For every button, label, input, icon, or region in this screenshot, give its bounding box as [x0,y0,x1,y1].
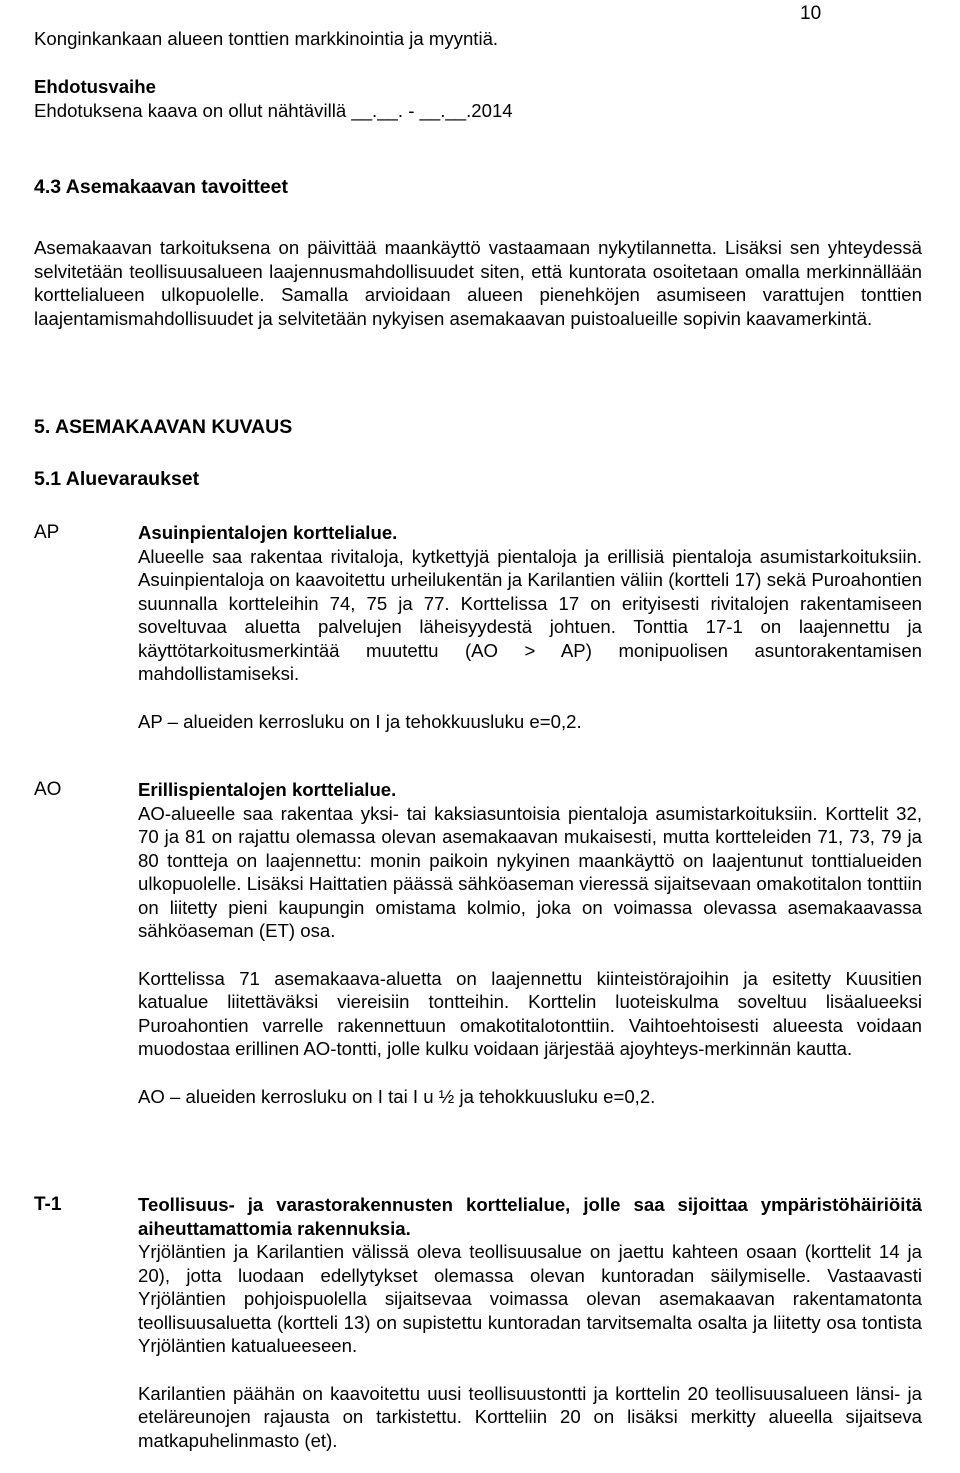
section-5-heading: 5. ASEMAKAAVAN KUVAUS [34,416,293,438]
zone-ao-block [138,778,922,1108]
zone-ao-title: Erillispientalojen korttelialue. [138,779,397,800]
zone-ap-title: Asuinpientalojen korttelialue. [138,522,398,543]
zone-ap-block [138,521,922,733]
section-4-3-heading: 4.3 Asemakaavan tavoitteet [34,176,288,198]
zone-ap-paragraph: Alueelle saa rakentaa rivitaloja, kytkettyjä pientaloja ja erillisiä pientaloja asumistarkoituksiin. Asuinpientaloja on kaavoitettu urheilukentän ja Karilantien väliin (kortteli 17) sekä Puroahontien suunnalla kortteleihin 74, 75 ja 77. Korttelissa 17 on erityisesti rivitalojen rakentamiseen soveltuvaa aluetta palvelujen läheisyydestä johtuen. Tonttia 17-1 on laajennettu ja käyttötarkoitusmerkintää muutettu (AO > AP) monipuolisen asuntorakentamisen mahdollistamiseksi. [138,545,922,684]
section-5-1-heading: 5.1 Aluevaraukset [34,468,200,490]
proposal-heading: Ehdotusvaihe [34,76,156,97]
zone-ao-paragraph-2: Korttelissa 71 asemakaava-aluetta on laajennettu kiinteistörajoihin ja esitetty Kuusitien katualue liitettäväksi viereisiin tontteihin. Korttelin luoteiskulma soveltuu lisäalueeksi Puroahontien varrelle rakennettuun omakotitalotonttiin. Vaihtoehtoisesti alueesta voidaan muodostaa erillinen AO-tontti, jolle kulku voidaan järjestää ajoyhteys-merkinnän kautta. [138,967,922,1059]
page-number: 10 [800,3,822,24]
zone-code-ao: AO [34,779,62,800]
zone-ao-note: AO – alueiden kerrosluku on I tai I u ½ ja tehokkuusluku e=0,2. [138,1085,656,1107]
zone-ao-paragraph-1: AO-alueelle saa rakentaa yksi- tai kaksiasuntoisia pientaloja asumistarkoituksiin. Korttelit 32, 70 ja 81 on rajattu olemassa olevan asemakaavan mukaisesti, mutta kortteleiden 71, 73, 79 ja 80 tontteja on laajennettu: monin paikoin nykyinen maankäyttö on laajentunut tonttialueiden ulkopuolelle. Lisäksi Haittatien päässä sähköaseman vieressä sijaitsevaan omakotitalon tonttiin on liitetty pieni kaupungin omistama kolmio, joka on voimassa olevassa asemakaavassa sähköaseman (ET) osa. [138,802,922,941]
zone-t1-paragraph-1: Yrjöläntien ja Karilantien välissä oleva teollisuusalue on jaettu kahteen osaan (korttelit 14 ja 20), jotta luodaan edellytykset olemassa olevan kuntoradan säilymiselle. Vastaavasti Yrjöläntien pohjoispuolella sijaitsevaa voimassa olevan asemakaavan rakentamatonta teollisuusaluetta (kortteli 13) on supistettu kuntoradan tarvitsemalta osalta ja liitetty osa tontista Yrjöläntien katualueeseen. [138,1241,922,1356]
zone-ap-note: AP – alueiden kerrosluku on I ja tehokkuusluku e=0,2. [138,710,582,732]
zone-t1-title: Teollisuus- ja varastorakennusten korttelialue, jolle saa sijoittaa ympäristöhäiriöitä aiheuttamattomia rakennuksia. [138,1194,922,1239]
zone-code-ap: AP [34,522,60,543]
proposal-text: Ehdotuksena kaava on ollut nähtävillä __.__. - __.__.2014 [34,100,513,121]
intro-line: Konginkankaan alueen tonttien markkinointia ja myyntiä. [34,28,499,49]
section-4-3-text: Asemakaavan tarkoituksena on päivittää maankäyttö vastaamaan nykytilannetta. Lisäksi sen yhteydessä selvitetään teollisuusalueen laajennusmahdollisuudet siten, että kuntorata osoitetaan omalla merkinnällään korttelialueen ulkopuolelle. Samalla arvioidaan alueen pienehköjen asumiseen varattujen tonttien laajentamismahdollisuudet ja selvitetään nykyisen asemakaavan puistoalueille sopivin kaavamerkintä. [34,237,922,329]
zone-code-t1: T-1 [34,1194,62,1215]
zone-t1-paragraph-2: Karilantien päähän on kaavoitettu uusi teollisuustontti ja korttelin 20 teollisuusalueen länsi- ja eteläreunojen rajausta on tarkistettu. Kortteliin 20 on lisäksi merkitty alueella sijaitseva matkapuhelinmasto (et). [138,1382,922,1451]
section-4-3-paragraph [34,236,922,330]
zone-t1-block [138,1193,922,1452]
